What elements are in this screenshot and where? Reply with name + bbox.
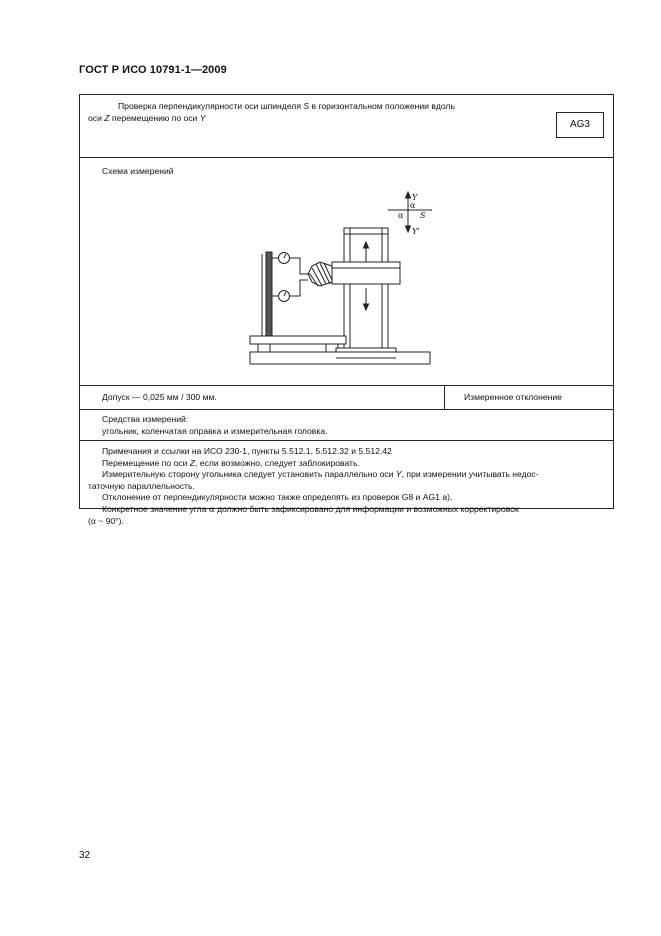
label-alpha-2: α xyxy=(398,211,404,220)
document-header: ГОСТ Р ИСО 10791-1—2009 xyxy=(79,64,227,76)
note-line-7: (α ~ 90°). xyxy=(88,516,124,526)
measuring-tools-row xyxy=(80,410,613,441)
column-divider xyxy=(444,386,445,409)
desc-text-2a: оси xyxy=(88,112,105,123)
test-description xyxy=(88,101,528,124)
desc-symbol-z: Z xyxy=(104,112,110,123)
scheme-label: Схема измерений xyxy=(102,166,174,176)
notes-row xyxy=(80,441,613,526)
note-line-4: таточную параллельность. xyxy=(88,480,195,491)
label-alpha-1: α xyxy=(410,201,416,210)
desc-text-1a: Проверка перпендикулярности оси шпинделя xyxy=(118,101,304,111)
measurement-scheme-row xyxy=(80,158,613,386)
note-line-6: Конкретное значение угла α должно быть зафиксировано для информации и возможных корректировок xyxy=(102,503,519,515)
label-y-prime: Y' xyxy=(412,227,420,236)
label-y: Y xyxy=(412,193,418,202)
test-code-box: AG3 xyxy=(556,112,604,138)
note-line-2: Перемещение по оси Z, если возможно, следует заблокировать. xyxy=(102,457,360,468)
work-table xyxy=(250,336,346,344)
spindle-head xyxy=(332,262,400,284)
tools-list: угольник, коленчатая оправка и измерительная головка. xyxy=(102,425,328,436)
measuring-tools xyxy=(102,414,328,437)
test-description-row xyxy=(80,95,613,158)
desc-text-1b: в горизонтальном положении вдоль xyxy=(309,101,455,111)
desc-symbol-y: Y xyxy=(199,112,206,123)
note-line-5: Отклонение от перпендикулярности можно также определять из проверок G8 и AG1 а). xyxy=(102,492,453,502)
square-tool xyxy=(266,252,272,342)
tools-heading: Средства измерений: xyxy=(102,414,189,424)
measured-deviation-label: Измеренное отклонение xyxy=(464,392,562,402)
measurement-scheme-diagram xyxy=(240,188,440,388)
desc-symbol-s: S xyxy=(303,101,310,111)
test-sheet-table xyxy=(79,94,614,526)
note-line-3: Измерительную сторону угольника следует установить параллельно оси Y, при измерении учитывать недос- xyxy=(102,469,539,479)
y-arrow-icon xyxy=(406,192,411,198)
y-prime-arrow-icon xyxy=(406,226,411,232)
page-number: 32 xyxy=(79,850,91,861)
desc-text-2b: перемещению по оси xyxy=(109,112,200,123)
note-line-1: Примечания и ссылки на ИСО 230-1, пункты 5.512.1, 5.512.32 и 5.512.42 xyxy=(102,446,392,456)
label-s: S xyxy=(420,211,426,220)
notes-text xyxy=(88,446,608,528)
tolerance-row xyxy=(80,386,613,410)
tolerance-label: Допуск — 0,025 мм / 300 мм. xyxy=(102,392,217,402)
